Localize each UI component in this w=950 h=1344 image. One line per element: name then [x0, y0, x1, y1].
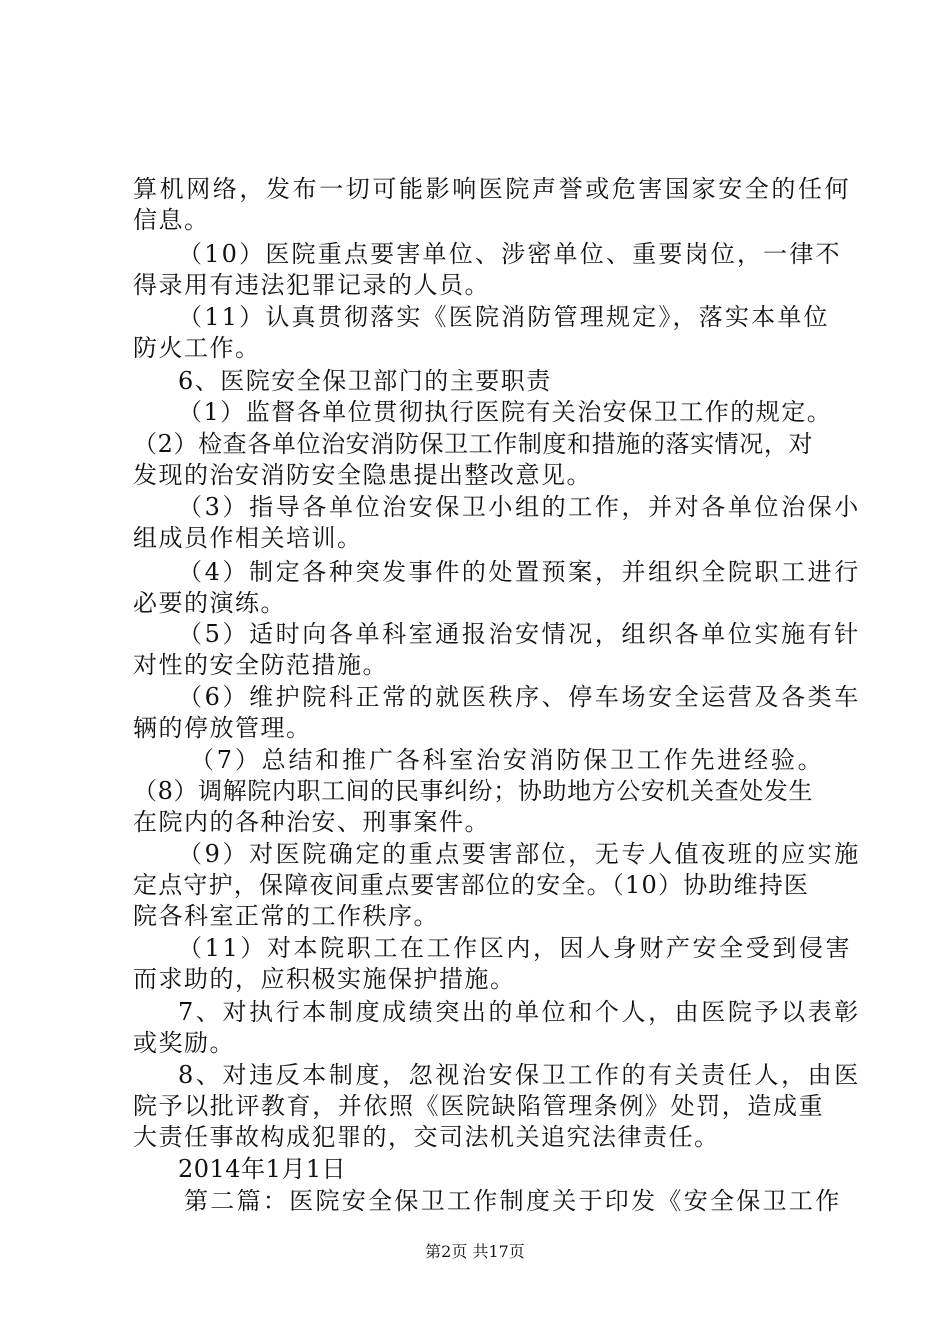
document-date: 2014年1月1日: [178, 1155, 347, 1183]
section-heading: 6、医院安全保卫部门的主要职责: [178, 367, 552, 395]
text-line: （11）认真贯彻落实《医院消防管理规定》，落实本单位: [178, 303, 830, 331]
section-heading: 第二篇：医院安全保卫工作制度关于印发《安全保卫工作: [184, 1187, 842, 1215]
text-line: （5）适时向各单科室通报治安情况，组织各单位实施有针: [178, 620, 861, 648]
text-line: 对性的安全防范措施。: [133, 651, 388, 679]
text-line: 8、对违反本制度，忽视治安保卫工作的有关责任人，由医: [178, 1061, 861, 1089]
text-line: （9）对医院确定的重点要害部位，无专人值夜班的应实施: [178, 840, 861, 868]
text-line: 而求助的，应积极实施保护措施。: [133, 965, 516, 993]
text-line: （3）指导各单位治安保卫小组的工作，并对各单位治保小: [178, 493, 861, 521]
text-line: （11）对本院职工在工作区内，因人身财产安全受到侵害: [178, 934, 853, 962]
text-line: 或奖励。: [133, 1029, 235, 1057]
text-line: 定点守护，保障夜间重点要害部位的安全。（10）协助维持医: [133, 871, 810, 899]
text-line: 7、对执行本制度成绩突出的单位和个人，由医院予以表彰: [178, 998, 861, 1026]
text-line: （7）总结和推广各科室治安消防保卫工作先进经验。: [190, 746, 825, 774]
text-line: 信息。: [133, 206, 210, 234]
text-line: （8）调解院内职工间的民事纠纷；协助地方公安机关查处发生: [133, 777, 814, 805]
text-line: （6）维护院科正常的就医秩序、停车场安全运营及各类车: [178, 683, 861, 711]
text-line: 发现的治安消防安全隐患提出整改意见。: [133, 461, 592, 489]
text-line: 算机网络，发布一切可能影响医院声誉或危害国家安全的任何: [133, 175, 852, 203]
text-line: 院各科室正常的工作秩序。: [133, 902, 439, 930]
text-line: 院予以批评教育，并依照《医院缺陷管理条例》处罚，造成重: [133, 1092, 825, 1120]
page-number-footer: 第2页 共17页: [425, 1242, 525, 1261]
text-line: （2）检查各单位治安消防保卫工作制度和措施的落实情况，对: [133, 430, 814, 458]
text-line: 得录用有违法犯罪记录的人员。: [133, 271, 490, 299]
text-line: 在院内的各种治安、刑事案件。: [133, 808, 490, 836]
text-line: （4）制定各种突发事件的处置预案，并组织全院职工进行: [178, 558, 861, 586]
text-line: 大责任事故构成犯罪的，交司法机关追究法律责任。: [133, 1123, 720, 1151]
text-line: 组成员作相关培训。: [133, 524, 363, 552]
text-line: （1）监督各单位贯彻执行医院有关治安保卫工作的规定。: [178, 398, 833, 426]
text-line: 辆的停放管理。: [133, 714, 312, 742]
text-line: 必要的演练。: [133, 589, 286, 617]
text-line: （10）医院重点要害单位、涉密单位、重要岗位，一律不: [178, 240, 842, 268]
text-line: 防火工作。: [133, 334, 261, 362]
